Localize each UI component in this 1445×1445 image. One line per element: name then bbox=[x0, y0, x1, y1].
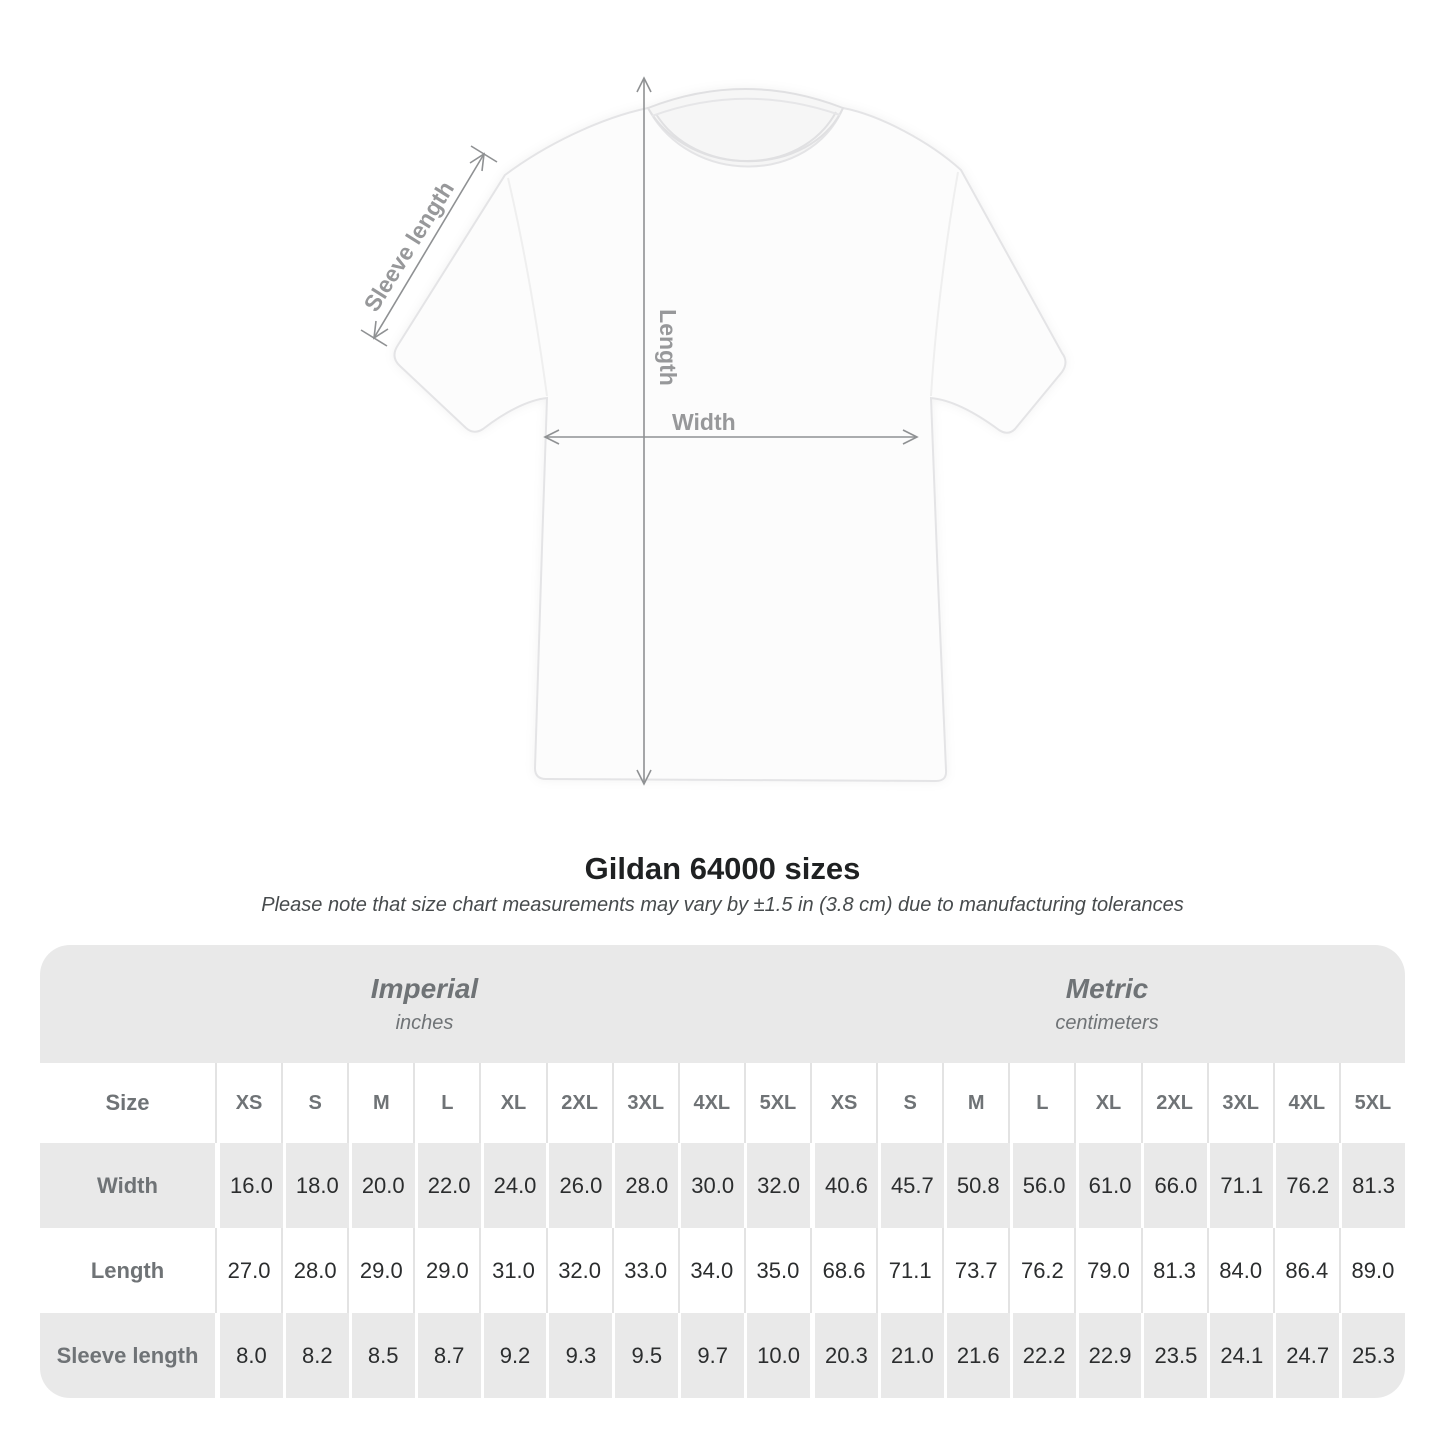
table-cell: 71.1 bbox=[1207, 1143, 1273, 1228]
table-cell: 18.0 bbox=[283, 1143, 349, 1228]
table-cell: 29.0 bbox=[347, 1228, 413, 1313]
table-cell: 73.7 bbox=[942, 1228, 1008, 1313]
size-corner-header: Size bbox=[105, 1090, 150, 1115]
table-cell: 9.3 bbox=[546, 1313, 612, 1398]
length-label: Length bbox=[654, 309, 681, 386]
table-cell: 40.6 bbox=[810, 1143, 878, 1228]
table-cell: 22.0 bbox=[415, 1143, 481, 1228]
table-cell: 76.2 bbox=[1273, 1143, 1339, 1228]
size-table bbox=[40, 945, 1405, 1398]
table-cell: 16.0 bbox=[215, 1143, 283, 1228]
table-cell: 25.3 bbox=[1339, 1313, 1405, 1398]
table-cell: 66.0 bbox=[1141, 1143, 1207, 1228]
table-cell: 79.0 bbox=[1074, 1228, 1140, 1313]
table-cell: 61.0 bbox=[1076, 1143, 1142, 1228]
table-cell: 28.0 bbox=[281, 1228, 347, 1313]
table-cell: 20.0 bbox=[349, 1143, 415, 1228]
table-cell: 24.0 bbox=[481, 1143, 547, 1228]
table-cell: 71.1 bbox=[876, 1228, 942, 1313]
metric-group-header bbox=[809, 945, 1405, 1063]
table-cell: 24.7 bbox=[1273, 1313, 1339, 1398]
row-label: Width bbox=[97, 1172, 158, 1198]
imperial-title: Imperial bbox=[370, 973, 479, 1004]
table-cell: 23.5 bbox=[1141, 1313, 1207, 1398]
table-cell: 35.0 bbox=[744, 1228, 810, 1313]
table-cell: 34.0 bbox=[678, 1228, 744, 1313]
table-cell: 22.2 bbox=[1010, 1313, 1076, 1398]
table-row-sleeve bbox=[40, 1313, 1405, 1398]
table-row-width bbox=[40, 1143, 1405, 1228]
table-cell: 30.0 bbox=[678, 1143, 744, 1228]
table-cell: 76.2 bbox=[1008, 1228, 1074, 1313]
table-cell: 24.1 bbox=[1207, 1313, 1273, 1398]
size-column-header: 3XL bbox=[1207, 1063, 1273, 1143]
sleeve-length-label: Sleeve length bbox=[358, 176, 460, 316]
table-cell: 27.0 bbox=[215, 1228, 281, 1313]
size-column-header: 4XL bbox=[1273, 1063, 1339, 1143]
row-label: Length bbox=[90, 1257, 165, 1283]
table-cell: 9.5 bbox=[612, 1313, 678, 1398]
size-column-header: 5XL bbox=[744, 1063, 810, 1143]
table-cell: 84.0 bbox=[1207, 1228, 1273, 1313]
table-cell: 45.7 bbox=[878, 1143, 944, 1228]
table-cell: 9.7 bbox=[678, 1313, 744, 1398]
table-cell: 81.3 bbox=[1141, 1228, 1207, 1313]
size-column-header: 4XL bbox=[678, 1063, 744, 1143]
table-cell: 81.3 bbox=[1339, 1143, 1405, 1228]
table-cell: 8.5 bbox=[349, 1313, 415, 1398]
table-cell: 86.4 bbox=[1273, 1228, 1339, 1313]
table-cell: 33.0 bbox=[612, 1228, 678, 1313]
imperial-unit: inches bbox=[395, 1012, 454, 1034]
size-column-header: L bbox=[1008, 1063, 1074, 1143]
metric-title: Metric bbox=[1065, 973, 1149, 1004]
table-cell: 21.0 bbox=[878, 1313, 944, 1398]
metric-unit: centimeters bbox=[1055, 1012, 1159, 1034]
size-header-row bbox=[40, 1063, 1405, 1143]
tolerance-note: Please note that size chart measurements may vary by ±1.5 in (3.8 cm) due to manufacturing tolerances bbox=[261, 894, 1184, 916]
page-title: Gildan 64000 sizes bbox=[584, 851, 861, 886]
row-label: Sleeve length bbox=[56, 1342, 199, 1368]
table-cell: 21.6 bbox=[944, 1313, 1010, 1398]
table-row-length bbox=[40, 1228, 1405, 1313]
size-column-header: M bbox=[942, 1063, 1008, 1143]
table-cell: 68.6 bbox=[810, 1228, 876, 1313]
unit-groups-header bbox=[40, 945, 1405, 1063]
size-column-header: XS bbox=[810, 1063, 876, 1143]
size-column-header: 2XL bbox=[546, 1063, 612, 1143]
width-label: Width bbox=[672, 409, 736, 435]
imperial-group-header bbox=[40, 945, 809, 1063]
size-column-header: XL bbox=[479, 1063, 545, 1143]
table-cell: 26.0 bbox=[546, 1143, 612, 1228]
table-cell: 20.3 bbox=[810, 1313, 878, 1398]
size-column-header: S bbox=[876, 1063, 942, 1143]
table-cell: 32.0 bbox=[546, 1228, 612, 1313]
size-column-header: 2XL bbox=[1141, 1063, 1207, 1143]
table-cell: 28.0 bbox=[612, 1143, 678, 1228]
size-column-header: XS bbox=[215, 1063, 281, 1143]
size-column-header: L bbox=[413, 1063, 479, 1143]
table-cell: 31.0 bbox=[479, 1228, 545, 1313]
table-cell: 8.0 bbox=[215, 1313, 283, 1398]
size-column-header: 3XL bbox=[612, 1063, 678, 1143]
table-cell: 32.0 bbox=[744, 1143, 810, 1228]
size-column-header: S bbox=[281, 1063, 347, 1143]
size-column-header: M bbox=[347, 1063, 413, 1143]
table-cell: 56.0 bbox=[1010, 1143, 1076, 1228]
table-cell: 89.0 bbox=[1339, 1228, 1405, 1313]
size-column-header: 5XL bbox=[1339, 1063, 1405, 1143]
table-cell: 22.9 bbox=[1076, 1313, 1142, 1398]
table-cell: 10.0 bbox=[744, 1313, 810, 1398]
size-column-header: XL bbox=[1074, 1063, 1140, 1143]
table-cell: 9.2 bbox=[481, 1313, 547, 1398]
table-cell: 29.0 bbox=[413, 1228, 479, 1313]
table-cell: 50.8 bbox=[944, 1143, 1010, 1228]
table-cell: 8.2 bbox=[283, 1313, 349, 1398]
tshirt-body bbox=[394, 108, 1065, 781]
table-cell: 8.7 bbox=[415, 1313, 481, 1398]
